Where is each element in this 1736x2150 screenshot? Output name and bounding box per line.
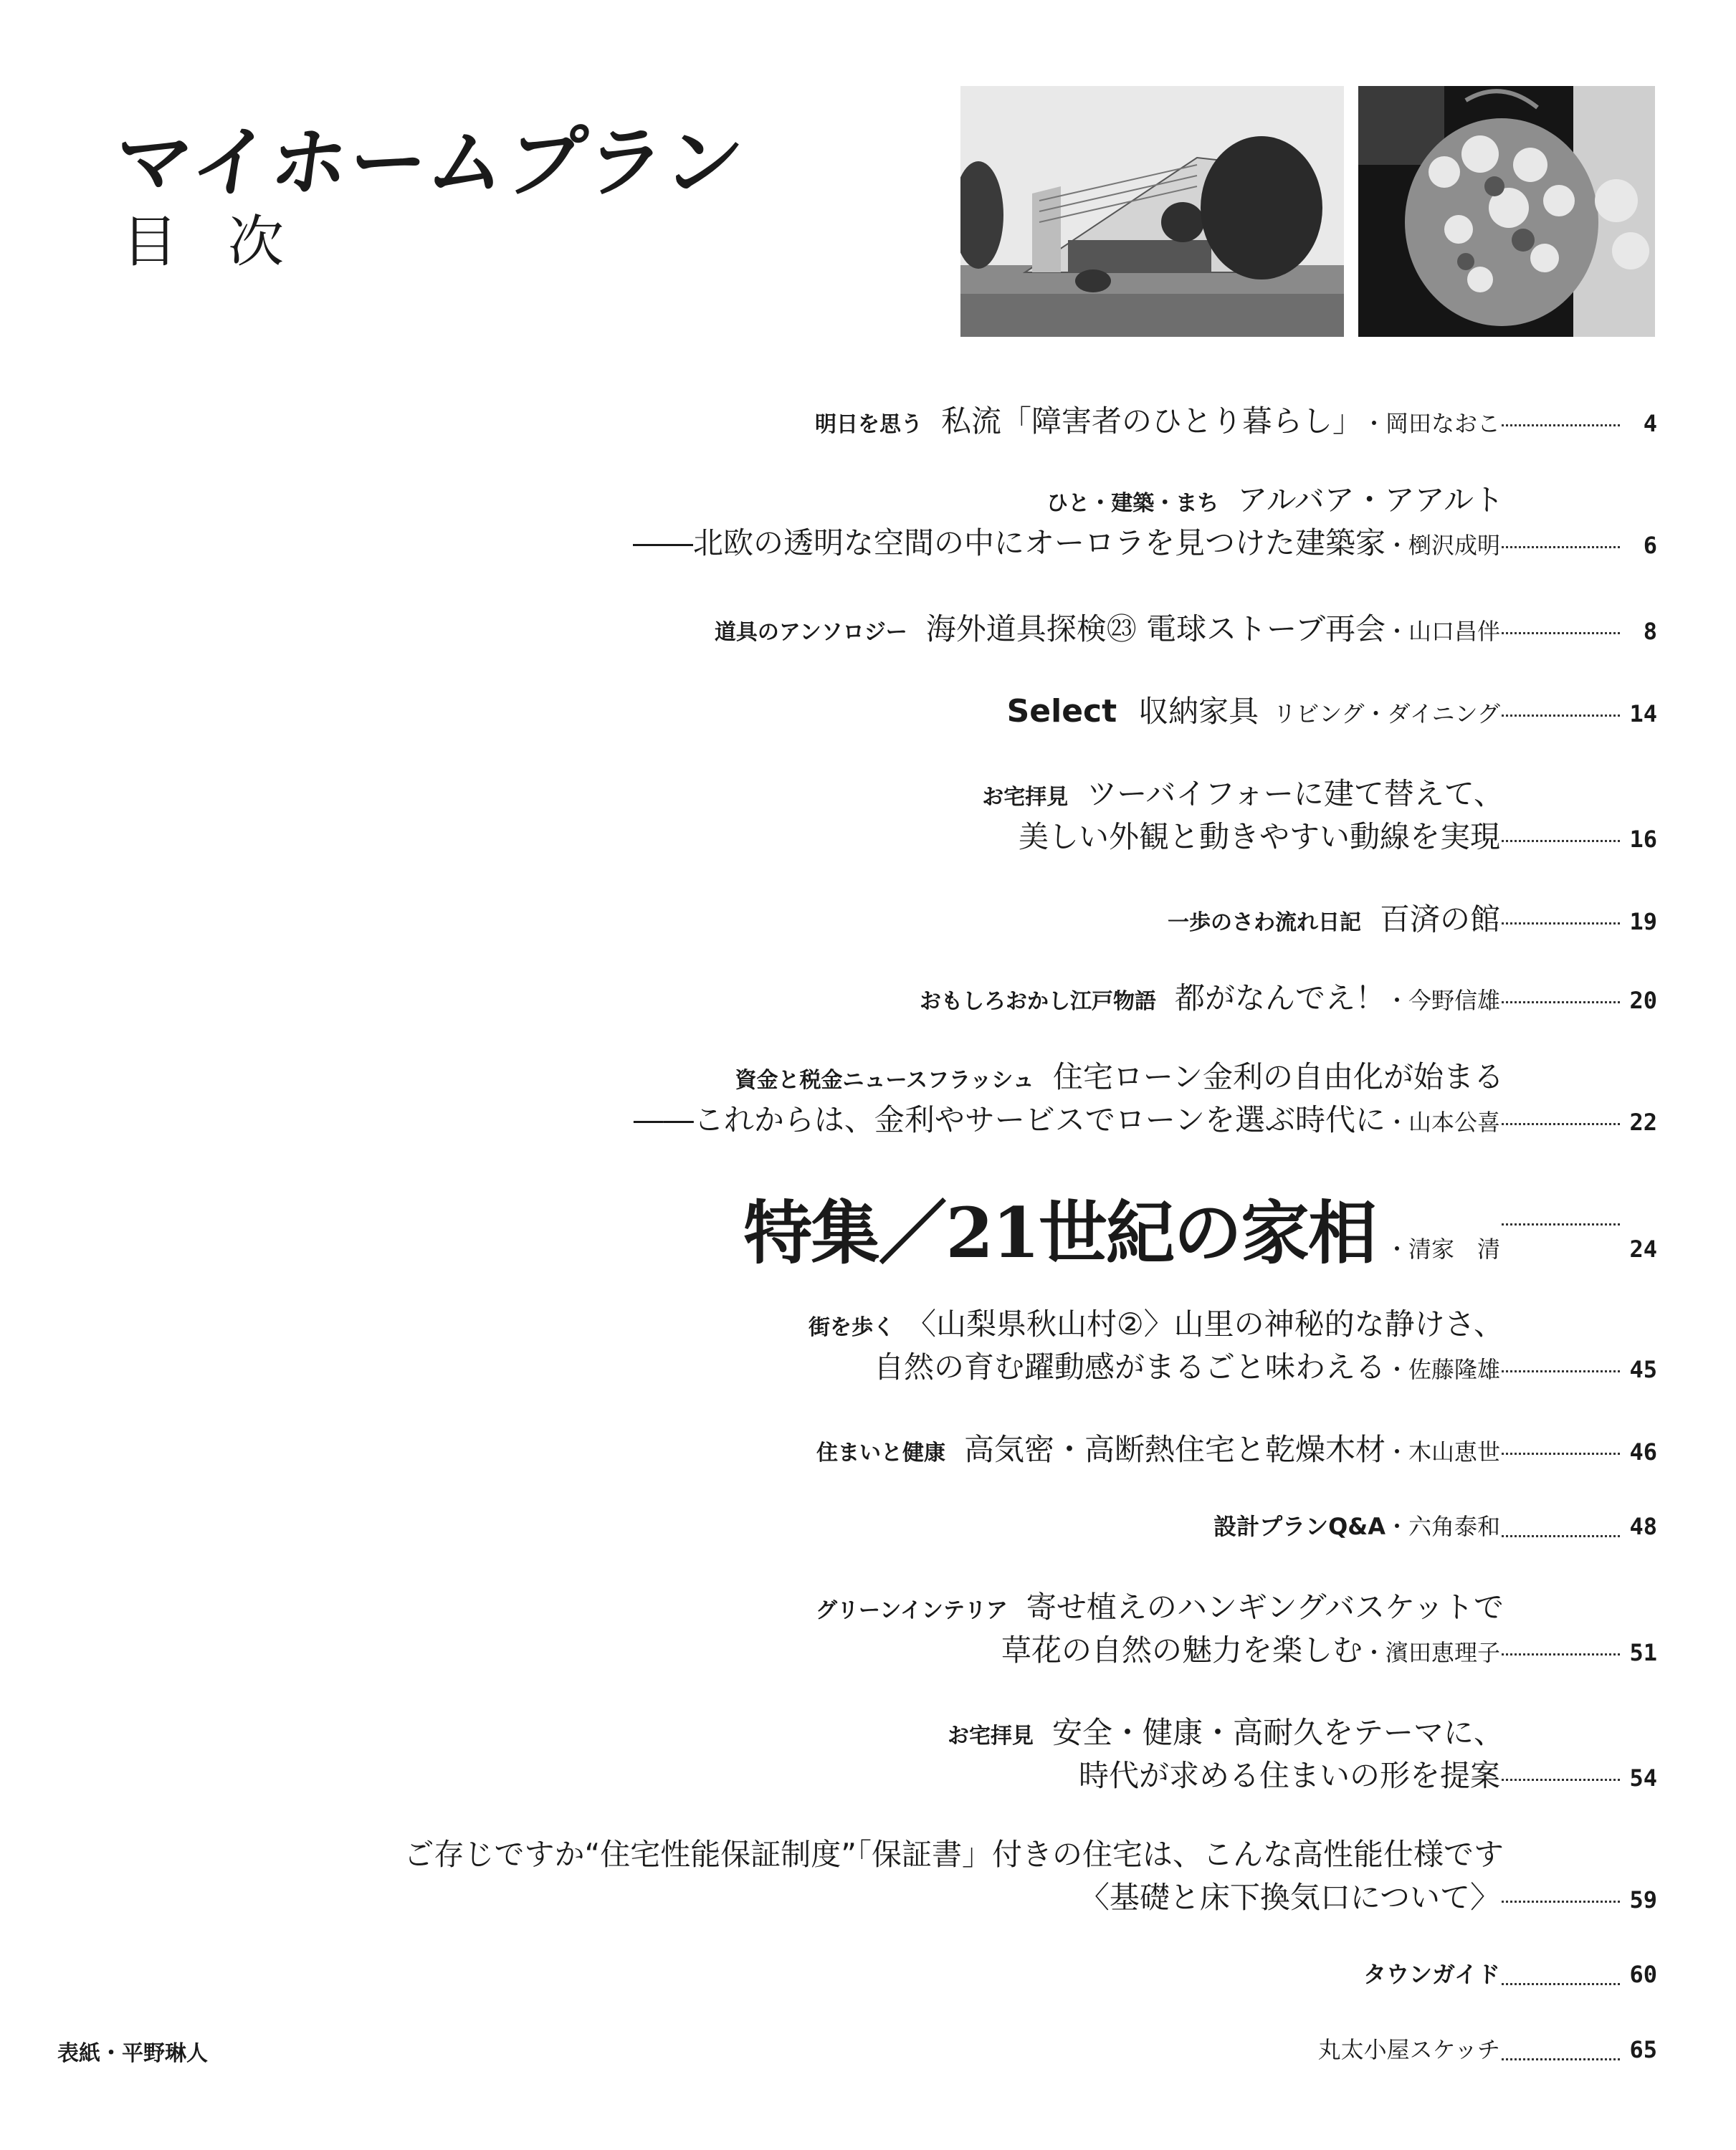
entry-title: 百済の館 <box>1379 902 1500 937</box>
dot-leader <box>1502 629 1620 634</box>
toc-entry <box>809 1301 1657 1387</box>
entry-page: 54 <box>1629 1764 1657 1792</box>
entry-subtitle: 美しい外観と動きやすい動線を実現 <box>1018 819 1500 854</box>
entry-title: 丸太小屋スケッチ <box>1317 2036 1500 2063</box>
toc-entry <box>634 1054 1657 1140</box>
entry-subtitle: 〈基礎と床下換気口について〉 <box>1079 1880 1500 1915</box>
entry-title: ツーバイフォーに建て替えて、 <box>1087 776 1504 811</box>
toc-entry <box>948 1709 1657 1795</box>
entry-author: ・佐藤隆雄 <box>1385 1356 1500 1383</box>
dot-leader <box>1502 1120 1620 1125</box>
entry-title: 住宅ローン金利の自由化が始まる <box>1052 1059 1504 1094</box>
entry-subtitle: 自然の育む躍動感がまるごと味わえる <box>873 1349 1386 1385</box>
entry-page: 16 <box>1629 826 1657 853</box>
entry-page: 24 <box>1629 1236 1657 1263</box>
entry-title: 〈山梨県秋山村②〉山里の神秘的な静けさ、 <box>906 1306 1504 1342</box>
flower-basket-photo <box>1358 86 1655 337</box>
entry-author: ・清家 清 <box>1385 1236 1500 1263</box>
magazine-title: マイホームプラン <box>108 118 750 208</box>
dot-leader <box>1502 1367 1620 1372</box>
toc-entry <box>1318 2032 1657 2075</box>
entry-title: 高気密・高断熱住宅と乾燥木材 <box>963 1432 1386 1467</box>
contents-heading: 目次 <box>122 210 335 274</box>
entry-author: ・山本公喜 <box>1385 1109 1500 1136</box>
entry-category: Select <box>1006 693 1117 730</box>
entry-author: ・岡田なおこ <box>1362 410 1500 437</box>
toc-entry <box>1007 688 1657 731</box>
entry-author: ・木山恵世 <box>1385 1438 1500 1466</box>
entry-author: ・今野信雄 <box>1385 987 1500 1014</box>
entry-page: 45 <box>1629 1356 1657 1383</box>
entry-page: 51 <box>1629 1639 1657 1666</box>
entry-subtitle: 時代が求める住まいの形を提案 <box>1078 1758 1500 1793</box>
entry-author: ・山口昌伴 <box>1385 618 1500 645</box>
entry-category: 住まいと健康 <box>816 1440 945 1466</box>
entry-author: ・六角泰和 <box>1385 1513 1500 1540</box>
toc-entry <box>815 398 1657 441</box>
entry-subtitle: ――北欧の透明な空間の中にオーロラを見つけた建築家 <box>632 525 1386 560</box>
entry-category: グリーンインテリア <box>815 1598 1008 1623</box>
dot-leader <box>1502 998 1620 1003</box>
entry-page: 46 <box>1629 1438 1657 1466</box>
dot-leader <box>1502 1650 1620 1656</box>
toc-entry <box>816 1426 1657 1469</box>
entry-subtitle: 草花の自然の魅力を楽しむ <box>1001 1633 1363 1668</box>
dot-leader <box>1502 1450 1620 1455</box>
dot-leader <box>1502 1532 1620 1537</box>
entry-title: アルバア・アアルト <box>1237 482 1504 517</box>
entry-category: 一歩のさわ流れ日記 <box>1167 910 1361 935</box>
toc-entry <box>715 606 1657 649</box>
entry-title: 私流「障害者のひとり暮らし」 <box>940 403 1363 439</box>
toc-entry <box>1168 896 1657 939</box>
entry-category: お宅拝見 <box>982 785 1069 810</box>
toc-entry <box>982 770 1657 856</box>
entry-title: 安全・健康・高耐久をテーマに、 <box>1051 1715 1504 1750</box>
entry-subtitle: ――これからは、金利やサービスでローンを選ぶ時代に <box>633 1102 1386 1137</box>
dot-leader <box>1502 712 1620 717</box>
dot-leader <box>1502 919 1620 924</box>
entry-category: ひと・建築・まち <box>1046 491 1219 516</box>
dot-leader <box>1502 1776 1620 1781</box>
entry-page: 8 <box>1643 618 1657 645</box>
entry-page: 59 <box>1629 1886 1657 1914</box>
entry-title: ご存じですか“住宅性能保証制度”「保証書」付きの住宅は、こんな高性能仕様です <box>404 1837 1504 1872</box>
entry-category: 街を歩く <box>809 1315 895 1340</box>
entry-category: タウンガイド <box>1363 1961 1500 1988</box>
toc-entry <box>1213 1509 1657 1552</box>
entry-category: 道具のアンソロジー <box>714 620 907 645</box>
dot-leader <box>1502 543 1620 548</box>
entry-page: 60 <box>1629 1961 1657 1988</box>
toc-entry <box>404 1831 1657 1917</box>
feature-title: 特集／21世紀の家相 <box>743 1193 1375 1274</box>
entry-page: 20 <box>1629 987 1657 1014</box>
entry-page: 14 <box>1629 700 1657 727</box>
dot-leader <box>1502 1980 1620 1985</box>
entry-page: 48 <box>1629 1513 1657 1540</box>
building-photo <box>960 86 1344 337</box>
entry-author: ・濱田恵理子 <box>1362 1639 1500 1666</box>
entry-page: 19 <box>1629 908 1657 935</box>
entry-category: お宅拝見 <box>947 1724 1034 1749</box>
dot-leader <box>1502 2055 1620 2060</box>
toc-entry-feature <box>743 1179 1657 1274</box>
entry-page: 22 <box>1629 1109 1657 1136</box>
entry-page: 6 <box>1643 532 1657 559</box>
dot-leader <box>1502 421 1620 426</box>
toc-entry <box>920 975 1657 1018</box>
entry-author: リビング・ダイニング <box>1273 700 1500 727</box>
toc-entry <box>1363 1956 1657 2000</box>
dot-leader <box>1502 1220 1620 1226</box>
entry-category: 明日を思う <box>814 412 922 437</box>
entry-title: 海外道具探検㉓ 電球ストーブ再会 <box>925 611 1386 646</box>
entry-category: 資金と税金ニュースフラッシュ <box>735 1068 1034 1093</box>
cover-credit: 表紙・平野琳人 <box>57 2041 208 2066</box>
entry-page: 65 <box>1629 2036 1657 2063</box>
toc-entry <box>816 1584 1657 1670</box>
dot-leader <box>1502 837 1620 842</box>
entry-title: 都がなんでえ！ <box>1174 980 1386 1016</box>
entry-title: 収納家具 <box>1138 694 1259 729</box>
dot-leader <box>1502 1898 1620 1903</box>
toc-entry <box>633 477 1657 563</box>
entry-category: 設計プランQ&A <box>1213 1513 1386 1540</box>
entry-page: 4 <box>1643 410 1657 437</box>
entry-author: ・椡沢成明 <box>1385 532 1500 559</box>
entry-title: 寄せ植えのハンギングバスケットで <box>1026 1590 1504 1625</box>
entry-category: おもしろおかし江戸物語 <box>919 989 1156 1014</box>
